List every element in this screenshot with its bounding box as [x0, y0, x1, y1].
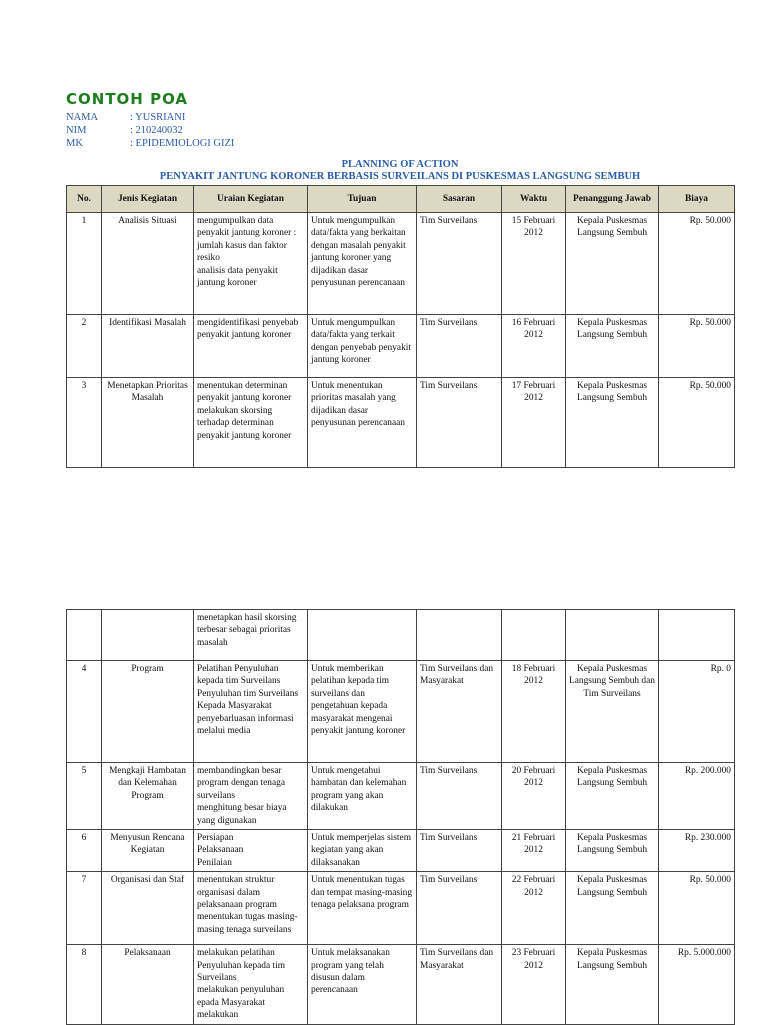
student-course-row — [66, 137, 234, 150]
activity-description-cell — [194, 378, 308, 468]
plan-title-line2: PENYAKIT JANTUNG KORONER BERBASIS SURVEILANS DI PUSKESMAS LANGSUNG SEMBUH — [159, 171, 641, 182]
activity-description-cell — [194, 830, 308, 872]
activity-description-line: mengumpulkan data penyakit jantung koroner : jumlah kasus dan faktor resiko — [197, 216, 297, 264]
cost-cell: Rp. 5.000.000 — [659, 945, 735, 1025]
target-cell: Tim Surveilans — [417, 213, 502, 315]
activity-description-cell — [194, 872, 308, 945]
activity-type-cell: Mengkaji Hambatan dan Kelemahan Program — [102, 763, 194, 830]
table-row — [67, 763, 735, 830]
meta-key: NAMA — [66, 112, 99, 123]
activity-description-cell — [194, 610, 308, 661]
activity-description-line: Penyuluhan tim Surveilans Kepada Masyarakat — [197, 688, 299, 712]
cost-cell — [659, 610, 735, 661]
activity-description-line: Pelatihan Penyuluhan kepada tim Surveilans — [197, 664, 281, 687]
time-cell: 17 Februari 2012 — [502, 378, 566, 468]
activity-description-line: melakukan pelatihan Penyuluhan kepada tim Surveilans — [197, 948, 286, 984]
target-cell — [417, 610, 502, 661]
plan-title — [66, 159, 734, 183]
target-cell: Tim Surveilans — [417, 763, 502, 830]
activity-type-cell: Pelaksanaan — [102, 945, 194, 1025]
meta-key: NIM — [66, 125, 87, 136]
meta-value: : YUSRIANI — [130, 112, 186, 123]
table-row — [67, 315, 735, 378]
cost-cell: Rp. 200.000 — [659, 763, 735, 830]
objective-cell: Untuk memperjelas sistem kegiatan yang akan dilaksanakan — [308, 830, 417, 872]
table-header-row — [67, 186, 735, 213]
time-cell: 18 Februari 2012 — [502, 661, 566, 763]
row-number-cell: 1 — [67, 213, 102, 315]
activity-description-line: analisis data penyakit jantung koroner — [197, 265, 278, 289]
objective-cell: Untuk melaksanakan program yang telah disusun dalam perencanaan — [308, 945, 417, 1025]
activity-type-cell: Analisis Situasi — [102, 213, 194, 315]
student-name-row — [66, 111, 234, 124]
activity-type-cell: Menyusun Rencana Kegiatan — [102, 830, 194, 872]
col-header: Tujuan — [308, 186, 417, 213]
objective-cell: Untuk mengumpulkan data/fakta yang terkait dengan penyebab penyakit jantung koroner — [308, 315, 417, 378]
target-cell: Tim Surveilans — [417, 830, 502, 872]
activity-description-line: melakukan — [197, 1010, 239, 1021]
cost-cell: Rp. 230.000 — [659, 830, 735, 872]
table-row — [67, 945, 735, 1025]
row-number-cell: 6 — [67, 830, 102, 872]
cost-cell: Rp. 0 — [659, 661, 735, 763]
time-cell: 16 Februari 2012 — [502, 315, 566, 378]
row-number-cell — [67, 610, 102, 661]
plan-title-line1: PLANNING OF ACTION — [341, 159, 459, 170]
objective-cell: Untuk menentukan prioritas masalah yang dijadikan dasar penyusunan perencanaan — [308, 378, 417, 468]
col-header: Penanggung Jawab — [566, 186, 659, 213]
activity-type-cell: Identifikasi Masalah — [102, 315, 194, 378]
meta-value: : EPIDEMIOLOGI GIZI — [130, 138, 235, 149]
col-header: Jenis Kegiatan — [102, 186, 194, 213]
col-header: Biaya — [659, 186, 735, 213]
table-row — [67, 872, 735, 945]
person-in-charge-cell: Kepala Puskesmas Langsung Sembuh — [566, 945, 659, 1025]
activity-description-line: membandingkan besar program dengan tenaga surveilans — [197, 766, 285, 801]
row-number-cell: 2 — [67, 315, 102, 378]
col-header: Waktu — [502, 186, 566, 213]
meta-value: : 210240032 — [130, 125, 183, 136]
activity-description-line: mengidentifikasi penyebab penyakit jantung koroner — [197, 318, 299, 341]
activity-description-cell — [194, 213, 308, 315]
table-row — [67, 661, 735, 763]
activity-description-line: menentukan tugas masing-masing tenaga surveilans — [197, 912, 298, 935]
document-title: CONTOH POA — [66, 90, 189, 108]
activity-description-line: Penilaian — [197, 857, 232, 868]
activity-type-cell — [102, 610, 194, 661]
time-cell: 22 Februari 2012 — [502, 872, 566, 945]
table-row — [67, 213, 735, 315]
activity-description-cell — [194, 661, 308, 763]
cost-cell: Rp. 50.000 — [659, 378, 735, 468]
activity-description-line: Persiapan — [197, 833, 234, 844]
activity-description-line: penyebarluasan informasi melalui media — [197, 713, 294, 737]
cost-cell: Rp. 50.000 — [659, 872, 735, 945]
col-header: Sasaran — [417, 186, 502, 213]
activity-description-line: menentukan determinan penyakit jantung koroner — [197, 381, 292, 404]
objective-cell: Untuk mengetahui hambatan dan kelemahan program yang akan dilakukan — [308, 763, 417, 830]
student-nim-row — [66, 124, 234, 137]
person-in-charge-cell: Kepala Puskesmas Langsung Sembuh — [566, 213, 659, 315]
poa-table-page1 — [66, 185, 735, 468]
activity-description-line: Pelaksanaan — [197, 845, 244, 856]
row-number-cell: 4 — [67, 661, 102, 763]
col-header: No. — [67, 186, 102, 213]
time-cell — [502, 610, 566, 661]
objective-cell: Untuk mengumpulkan data/fakta yang berkaitan dengan masalah penyakit jantung koroner yang dijadikan dasar penyusunan perencanaan — [308, 213, 417, 315]
person-in-charge-cell: Kepala Puskesmas Langsung Sembuh — [566, 763, 659, 830]
col-header: Uraian Kegiatan — [194, 186, 308, 213]
activity-description-line: menghitung besar biaya yang digunakan — [197, 803, 287, 826]
target-cell: Tim Surveilans — [417, 378, 502, 468]
activity-description-line: melakukan penyuluhan epada Masyarakat — [197, 985, 285, 1008]
row-number-cell: 7 — [67, 872, 102, 945]
activity-type-cell: Organisasi dan Staf — [102, 872, 194, 945]
activity-description-cell — [194, 945, 308, 1025]
activity-description-cell — [194, 315, 308, 378]
target-cell: Tim Surveilans — [417, 315, 502, 378]
target-cell: Tim Surveilans dan Masyarakat — [417, 945, 502, 1025]
row-number-cell: 8 — [67, 945, 102, 1025]
cost-cell: Rp. 50.000 — [659, 213, 735, 315]
student-info — [66, 111, 234, 150]
activity-description-line: menentukan struktur organisasi dalam pelaksanaan program — [197, 875, 277, 911]
objective-cell: Untuk memberikan pelatihan kepada tim surveilans dan pengetahuan kepada masyarakat mengenai penyakit jantung koroner — [308, 661, 417, 763]
poa-table-page2 — [66, 609, 735, 1025]
cost-cell: Rp. 50.000 — [659, 315, 735, 378]
person-in-charge-cell: Kepala Puskesmas Langsung Sembuh — [566, 378, 659, 468]
activity-description-line: melakukan skorsing terhadap determinan penyakit jantung koroner — [197, 405, 292, 441]
target-cell: Tim Surveilans dan Masyarakat — [417, 661, 502, 763]
meta-key: MK — [66, 138, 83, 149]
activity-description-cell — [194, 763, 308, 830]
person-in-charge-cell: Kepala Puskesmas Langsung Sembuh — [566, 315, 659, 378]
row-number-cell: 3 — [67, 378, 102, 468]
activity-description-line: menetapkan hasil skorsing terbesar sebagai prioritas masalah — [197, 613, 297, 648]
person-in-charge-cell — [566, 610, 659, 661]
table-row — [67, 610, 735, 661]
objective-cell — [308, 610, 417, 661]
activity-type-cell: Program — [102, 661, 194, 763]
row-number-cell: 5 — [67, 763, 102, 830]
table-row — [67, 378, 735, 468]
table-row — [67, 830, 735, 872]
person-in-charge-cell: Kepala Puskesmas Langsung Sembuh dan Tim Surveilans — [566, 661, 659, 763]
time-cell: 15 Februari 2012 — [502, 213, 566, 315]
time-cell: 20 Februari 2012 — [502, 763, 566, 830]
person-in-charge-cell: Kepala Puskesmas Langsung Sembuh — [566, 872, 659, 945]
time-cell: 23 Februari 2012 — [502, 945, 566, 1025]
target-cell: Tim Surveilans — [417, 872, 502, 945]
objective-cell: Untuk menentukan tugas dan tempat masing-masing tenaga pelaksana program — [308, 872, 417, 945]
time-cell: 21 Februari 2012 — [502, 830, 566, 872]
activity-type-cell: Menetapkan Prioritas Masalah — [102, 378, 194, 468]
person-in-charge-cell: Kepala Puskesmas Langsung Sembuh — [566, 830, 659, 872]
